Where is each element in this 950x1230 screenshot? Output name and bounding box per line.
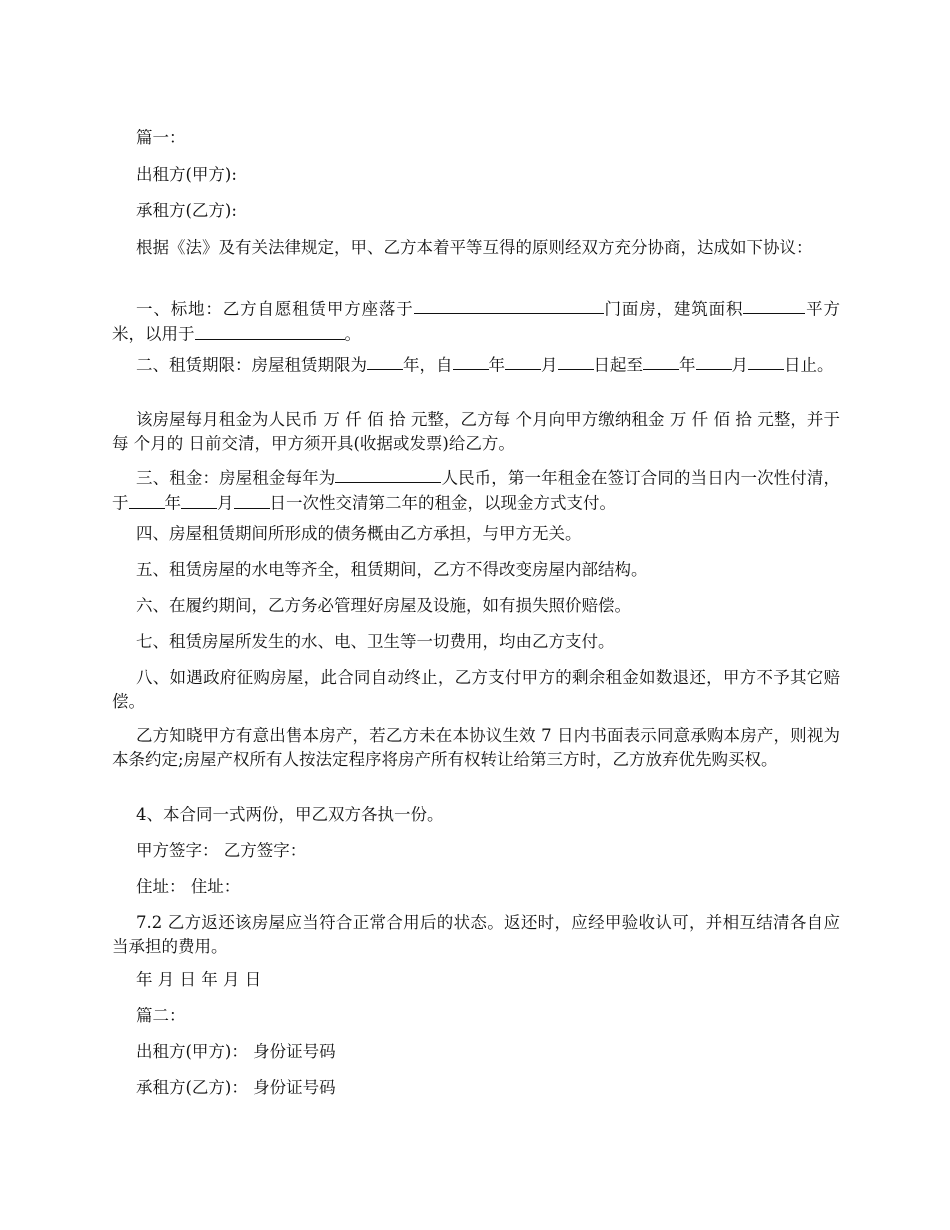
signature-line: 甲方签字： 乙方签字： <box>136 841 307 860</box>
term-years-blank <box>367 352 403 370</box>
end-month-blank <box>696 352 732 370</box>
preemption-paragraph: 乙方知晓甲方有意出售本房产，若乙方未在本协议生效 7 日内书面表示同意承购本房产，则视为本条约定;房屋产权所有人按法定程序将房产所有权转让给第三方时，乙方放弃优先购买权。 <box>112 726 840 769</box>
usage-blank <box>195 321 345 339</box>
clause-8-termination: 八、如遇政府征购房屋，此合同自动终止，乙方支付甲方的剩余租金如数退还，甲方不予其它赔偿。 <box>112 668 840 711</box>
end-day-blank <box>748 352 784 370</box>
lessee-id-line: 承租方(乙方)： 身份证号码 <box>136 1078 336 1097</box>
start-month-blank <box>505 352 541 370</box>
section-heading-2: 篇二： <box>136 1006 186 1025</box>
clause-1-subject: 一、标地：乙方自愿租赁甲方座落于 门面房，建筑面积 平方米，以用于 。 <box>112 296 840 347</box>
address-blank <box>414 296 604 314</box>
pay-year-blank <box>129 490 165 508</box>
lessor-id-line: 出租方(甲方)： 身份证号码 <box>136 1042 336 1061</box>
clause-5-utilities: 五、租赁房屋的水电等齐全，租赁期间，乙方不得改变房屋内部结构。 <box>136 560 648 579</box>
start-day-blank <box>558 352 594 370</box>
lessor-line: 出租方(甲方): <box>136 165 237 184</box>
annual-rent-blank <box>335 465 441 483</box>
clause-4-debts: 四、房屋租赁期间所形成的债务概由乙方承担，与甲方无关。 <box>136 524 582 543</box>
section-heading-1: 篇一： <box>136 128 186 147</box>
pay-month-blank <box>181 490 217 508</box>
preamble-paragraph: 根据《法》及有关法律规定，甲、乙方本着平等互得的原则经双方充分协商，达成如下协议： <box>136 238 813 257</box>
end-year-blank <box>643 352 679 370</box>
date-line: 年 月 日 年 月 日 <box>136 970 262 989</box>
copies-paragraph: 4、本合同一式两份，甲乙双方各执一份。 <box>136 805 444 824</box>
lessee-line: 承租方(乙方): <box>136 201 237 220</box>
monthly-rent-paragraph: 该房屋每月租金为人民币 万 仟 佰 拾 元整，乙方每 个月向甲方缴纳租金 万 仟 佰 拾 元整，并于每 个月的 日前交清，甲方须开具(收据或发票)给乙方。 <box>112 410 840 453</box>
clause-7-expenses: 七、租赁房屋所发生的水、电、卫生等一切费用，均由乙方支付。 <box>136 632 615 651</box>
address-line: 住址： 住址： <box>136 877 241 896</box>
clause-2-term: 二、租赁期限：房屋租赁期限为 年，自 年 月 日起至 年 月 日止。 <box>112 352 840 377</box>
area-blank <box>743 296 805 314</box>
return-clause: 7.2 乙方返还该房屋应当符合正常合用后的状态。返还时，应经甲验收认可，并相互结清各自应当承担的费用。 <box>112 913 840 956</box>
clause-6-maintenance: 六、在履约期间，乙方务必管理好房屋及设施，如有损失照价赔偿。 <box>136 596 631 615</box>
start-year-blank <box>453 352 489 370</box>
pay-day-blank <box>234 490 270 508</box>
clause-3-rent: 三、租金：房屋租金每年为 人民币，第一年租金在签订合同的当日内一次性付清，于 年 月 日一次性交清第二年的租金，以现金方式支付。 <box>112 465 840 516</box>
